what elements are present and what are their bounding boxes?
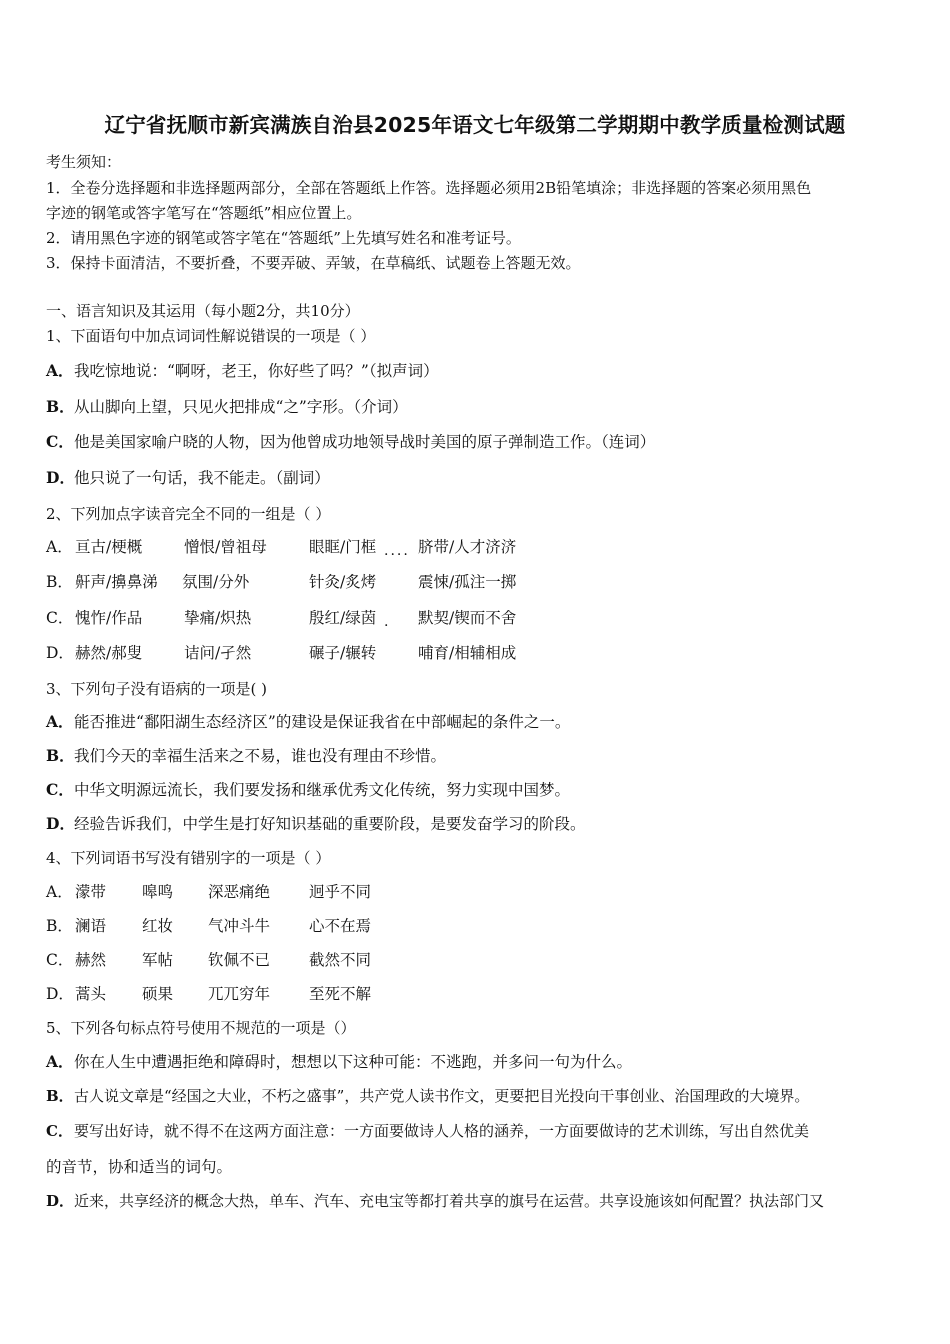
option-text: 近来，共享经济的概念大热，单车、汽车、充电宝等都打着共享的旗号在运营。共享设施该如何配置？执法部门又 <box>74 1192 825 1210</box>
question-2-row-c-cell-1: 愧怍/作品 <box>75 609 143 627</box>
question-3-stem: 3、下列句子没有语病的一项是( ) <box>46 680 268 698</box>
question-2-row-a-cell-4: 脐带/人才济济 <box>418 538 517 556</box>
question-4-row-d-cell-3: 兀兀穷年 <box>208 985 271 1003</box>
question-2-row-c-cell-3: 殷红/绿茵 <box>309 609 377 627</box>
question-2-row-a-cell-2: 憎恨/曾祖母 <box>184 538 267 556</box>
option-label: A． <box>46 361 74 380</box>
question-5-option-b <box>46 1086 809 1106</box>
question-2-row-b-cell-3: 针灸/炙烤 <box>309 573 377 591</box>
question-4-stem: 4、下列词语书写没有错别字的一项是（ ） <box>46 849 331 867</box>
question-4-row-b-cell-1: 澜语 <box>75 917 107 935</box>
question-4-row-b-label: B． <box>46 917 73 935</box>
notice-line-3: 2．请用黑色字迹的钢笔或答字笔在“答题纸”上先填写姓名和准考证号。 <box>46 229 521 247</box>
option-label: D． <box>46 1192 75 1210</box>
question-3-option-b <box>46 746 446 766</box>
question-2-row-b-cell-2: 氛围/分外 <box>182 573 250 591</box>
question-2-row-b-cell-1: 鼾声/擤鼻涕 <box>75 573 158 591</box>
option-text: 从山脚向上望，只见火把排成“之”字形。（介词） <box>74 398 408 416</box>
question-1-option-c <box>46 432 655 452</box>
question-4-row-a-cell-1: 濛带 <box>75 883 107 901</box>
option-text: 我吃惊地说：“啊呀，老王，你好些了吗？”（拟声词） <box>74 362 439 380</box>
question-5-option-d <box>46 1191 824 1211</box>
question-3-option-d <box>46 814 586 834</box>
question-4-row-a-cell-2: 嗥鸣 <box>142 883 174 901</box>
question-5-option-a <box>46 1052 632 1072</box>
option-label: A． <box>46 1052 74 1071</box>
question-4-row-a-cell-4: 迥乎不同 <box>309 883 372 901</box>
question-4-row-a-label: A． <box>46 883 73 901</box>
page-title: 辽宁省抚顺市新宾满族自治县2025年语文七年级第二学期期中教学质量检测试题 <box>104 113 846 137</box>
question-4-row-d-cell-4: 至死不解 <box>309 985 372 1003</box>
question-4-row-d-cell-1: 蒿头 <box>75 985 107 1003</box>
option-label: B． <box>46 1087 74 1105</box>
option-label: D． <box>46 468 75 487</box>
question-1-option-d <box>46 468 330 488</box>
question-2-row-b-label: B． <box>46 573 73 591</box>
emphasis-dots: . <box>384 614 391 630</box>
option-label: C． <box>46 432 74 451</box>
question-2-row-a-cell-1: 亘古/梗概 <box>75 538 143 556</box>
option-label: B． <box>46 397 75 416</box>
option-text: 经验告诉我们，中学生是打好知识基础的重要阶段，是要发奋学习的阶段。 <box>74 815 586 833</box>
question-4-row-d-cell-2: 硕果 <box>142 985 174 1003</box>
notice-line-2: 字迹的钢笔或答字笔写在“答题纸”相应位置上。 <box>46 204 362 222</box>
question-4-row-c-cell-2: 军帖 <box>142 951 174 969</box>
question-1-option-a <box>46 361 439 381</box>
question-2-row-c-cell-4: 默契/锲而不舍 <box>418 609 517 627</box>
question-4-row-c-cell-3: 钦佩不已 <box>208 951 271 969</box>
option-text: 中华文明源远流长，我们要发扬和继承优秀文化传统，努力实现中国梦。 <box>74 781 571 799</box>
question-2-row-d-label: D． <box>46 644 74 662</box>
question-2-row-c-label: C． <box>46 609 74 627</box>
question-2-row-b-cell-4: 震悚/孤注一掷 <box>418 573 517 591</box>
question-2-stem: 2、下列加点字读音完全不同的一组是（ ） <box>46 505 331 523</box>
question-2-row-d-cell-3: 碾子/辗转 <box>309 644 377 662</box>
question-2-row-c-cell-2: 挚痛/炽热 <box>184 609 252 627</box>
option-label: D． <box>46 814 75 833</box>
option-label: A． <box>46 712 74 731</box>
option-text: 要写出好诗，就不得不在这两方面注意：一方面要做诗人人格的涵养，一方面要做诗的艺术训练，写出自然优美 <box>74 1122 810 1140</box>
option-text: 他只说了一句话，我不能走。（副词） <box>74 469 330 487</box>
section-heading: 一、语言知识及其运用（每小题2分，共10分） <box>46 302 360 320</box>
question-4-row-c-label: C． <box>46 951 74 969</box>
question-4-row-c-cell-1: 赫然 <box>75 951 107 969</box>
question-2-row-a-label: A． <box>46 538 73 556</box>
question-4-row-d-label: D． <box>46 985 74 1003</box>
question-4-row-b-cell-3: 气冲斗牛 <box>208 917 271 935</box>
emphasis-dots: .... <box>384 543 410 559</box>
question-3-option-c <box>46 780 570 800</box>
notice-line-4: 3．保持卡面清洁，不要折叠，不要弄破、弄皱，在草稿纸、试题卷上答题无效。 <box>46 254 581 272</box>
question-1-option-b <box>46 397 408 417</box>
question-2-row-d-cell-4: 哺育/相辅相成 <box>418 644 517 662</box>
question-5-option-c-continued: 的音节，协和适当的词句。 <box>46 1158 233 1176</box>
option-label: C． <box>46 1122 73 1140</box>
option-text: 能否推进“鄱阳湖生态经济区”的建设是保证我省在中部崛起的条件之一。 <box>74 713 571 731</box>
question-4-row-a-cell-3: 深恶痛绝 <box>208 883 271 901</box>
question-2-row-d-cell-1: 赫然/郝叟 <box>75 644 143 662</box>
notice-line-1: 1．全卷分选择题和非选择题两部分，全部在答题纸上作答。选择题必须用2B铅笔填涂；非选择题的答案必须用黑色 <box>46 179 812 197</box>
notice-heading: 考生须知： <box>46 153 122 171</box>
question-2-row-a-cell-3: 眼眶/门框 <box>309 538 377 556</box>
question-4-row-c-cell-4: 截然不同 <box>309 951 372 969</box>
question-2-row-d-cell-2: 诘问/孑然 <box>184 644 252 662</box>
option-text: 我们今天的幸福生活来之不易，谁也没有理由不珍惜。 <box>74 747 447 765</box>
question-3-option-a <box>46 712 570 732</box>
option-text: 他是美国家喻户晓的人物，因为他曾成功地领导战时美国的原子弹制造工作。（连词） <box>74 433 656 451</box>
question-4-row-b-cell-4: 心不在焉 <box>309 917 372 935</box>
option-label: B． <box>46 746 75 765</box>
question-5-option-c <box>46 1121 809 1141</box>
question-1-stem: 1、下面语句中加点词词性解说错误的一项是（ ） <box>46 327 376 345</box>
question-5-stem: 5、下列各句标点符号使用不规范的一项是（） <box>46 1019 356 1037</box>
question-4-row-b-cell-2: 红妆 <box>142 917 174 935</box>
option-text: 你在人生中遭遇拒绝和障碍时，想想以下这种可能：不逃跑，并多问一句为什么。 <box>74 1053 633 1071</box>
option-label: C． <box>46 780 74 799</box>
option-text: 古人说文章是“经国之大业，不朽之盛事”，共产党人读书作文，更要把目光投向干事创业、治国理政的大境界。 <box>74 1087 810 1105</box>
